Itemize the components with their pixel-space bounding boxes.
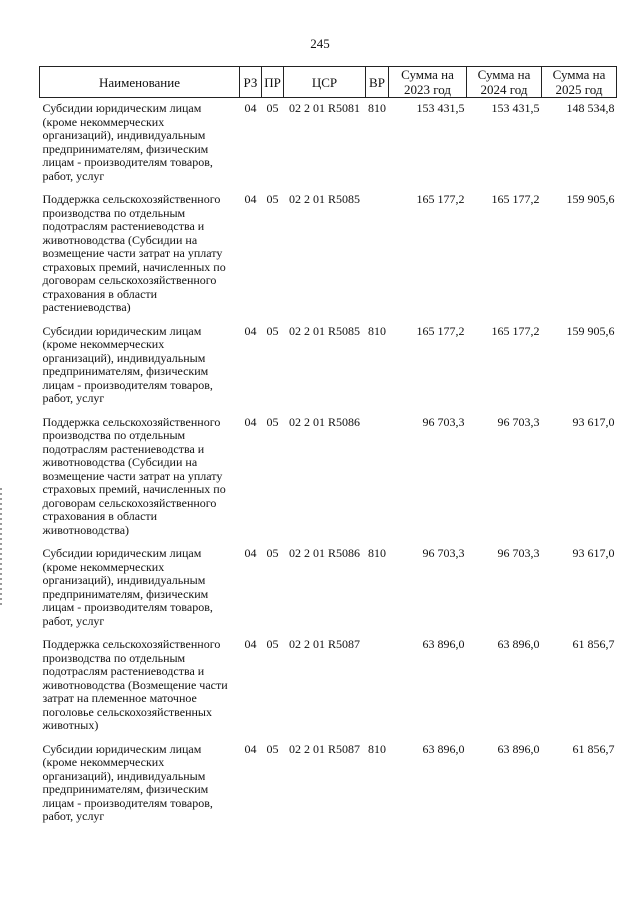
header-vr: ВР: [366, 67, 389, 98]
row-vr: [366, 412, 389, 544]
row-sum-2023: 63 896,0: [422, 637, 465, 651]
row-pr: 05: [266, 546, 279, 560]
header-sum-2024-line1: Сумма на: [477, 67, 531, 82]
row-sum-2024: 63 896,0: [497, 637, 540, 651]
row-pr: 05: [266, 192, 279, 206]
row-rz: 04: [244, 637, 257, 651]
row-name: Поддержка сельскохозяйственного производства по отдельным подотраслям растениеводства и животноводства (Субсидии на возмещение части затрат на уплату страховых премий, начисленных по договорам сельскохозяйственного страхования в области животноводства): [42, 414, 226, 537]
row-vr: 810: [368, 741, 386, 756]
header-rz: РЗ: [240, 67, 262, 98]
row-name: Поддержка сельскохозяйственного производства по отдельным подотраслям растениеводства и животноводства (Субсидии на возмещение части затрат на уплату страховых премий, начисленных по договорам сельскохозяйственного страхования в области растениеводства): [42, 192, 226, 314]
row-rz: 04: [244, 101, 257, 115]
row-name: Субсидии юридическим лицам (кроме некоммерческих организаций), индивидуальным предпринимателям, физическим лицам - производителям товаров, работ, услуг: [42, 101, 213, 183]
header-pr: ПР: [262, 67, 284, 98]
row-pr: 05: [266, 741, 279, 756]
row-sum-2025: 159 905,6: [566, 323, 615, 338]
row-csr: 02 2 01 R5087: [288, 637, 360, 651]
header-name: Наименование: [40, 67, 240, 98]
table-row: [40, 321, 617, 412]
header-sum-2023-line2: 2023 год: [404, 82, 451, 97]
scan-edge-mark: [0, 488, 2, 608]
row-name: Субсидии юридическим лицам (кроме некоммерческих организаций), индивидуальным предпринимателям, физическим лицам - производителям товаров, работ, услуг: [42, 323, 213, 405]
row-sum-2024: 165 177,2: [491, 192, 540, 206]
table-row: [40, 98, 617, 190]
budget-table-container: [39, 66, 616, 830]
row-vr: 810: [368, 546, 386, 560]
row-csr: 02 2 01 R5085: [288, 323, 360, 338]
row-sum-2025: 148 534,8: [566, 101, 615, 115]
row-rz: 04: [244, 741, 257, 756]
page-number: 245: [310, 36, 330, 51]
row-sum-2024: 96 703,3: [497, 414, 540, 429]
row-sum-2023: 63 896,0: [422, 741, 465, 756]
table-row: [40, 189, 617, 321]
table-header-row: [40, 67, 617, 98]
row-sum-2025: 61 856,7: [572, 637, 615, 651]
row-sum-2023: 165 177,2: [416, 323, 465, 338]
row-sum-2023: 165 177,2: [416, 192, 465, 206]
table-row: [40, 739, 617, 830]
row-sum-2025: 93 617,0: [572, 546, 615, 560]
row-sum-2023: 153 431,5: [416, 101, 465, 115]
row-sum-2024: 63 896,0: [497, 741, 540, 756]
row-pr: 05: [266, 101, 279, 115]
row-vr: [366, 634, 389, 739]
header-sum-2025: [542, 67, 617, 98]
row-vr: 810: [368, 323, 386, 338]
table-row: [40, 412, 617, 544]
row-rz: 04: [244, 414, 257, 429]
header-sum-2024-line2: 2024 год: [480, 82, 528, 97]
row-vr: [366, 189, 389, 321]
row-sum-2023: 96 703,3: [422, 414, 465, 429]
row-name: Поддержка сельскохозяйственного производства по отдельным подотраслям растениеводства и животноводства (Возмещение части затрат на племенное маточное поголовье сельскохозяйственных животных): [42, 637, 228, 732]
row-sum-2025: 159 905,6: [566, 192, 615, 206]
header-sum-2025-line2: 2025 год: [555, 82, 603, 97]
row-pr: 05: [266, 323, 279, 338]
header-sum-2025-line1: Сумма на: [552, 67, 606, 82]
row-csr: 02 2 01 R5087: [288, 741, 360, 756]
budget-table: [39, 66, 617, 830]
header-sum-2023: [389, 67, 467, 98]
row-vr: 810: [368, 101, 386, 115]
row-sum-2023: 96 703,3: [422, 546, 465, 560]
row-pr: 05: [266, 637, 279, 651]
header-csr: ЦСР: [284, 67, 366, 98]
header-sum-2023-line1: Сумма на: [401, 67, 454, 82]
row-pr: 05: [266, 414, 279, 429]
row-rz: 04: [244, 323, 257, 338]
row-sum-2025: 93 617,0: [572, 414, 615, 429]
row-rz: 04: [244, 546, 257, 560]
row-csr: 02 2 01 R5081: [288, 101, 360, 115]
row-csr: 02 2 01 R5085: [288, 192, 360, 206]
row-name: Субсидии юридическим лицам (кроме некоммерческих организаций), индивидуальным предпринимателям, физическим лицам - производителям товаров, работ, услуг: [42, 741, 213, 823]
row-sum-2024: 153 431,5: [491, 101, 540, 115]
row-sum-2024: 165 177,2: [491, 323, 540, 338]
row-sum-2025: 61 856,7: [572, 741, 615, 756]
row-rz: 04: [244, 192, 257, 206]
table-row: [40, 543, 617, 634]
row-name: Субсидии юридическим лицам (кроме некоммерческих организаций), индивидуальным предпринимателям, физическим лицам - производителям товаров, работ, услуг: [42, 546, 213, 628]
header-sum-2024: [467, 67, 542, 98]
row-sum-2024: 96 703,3: [497, 546, 540, 560]
row-csr: 02 2 01 R5086: [288, 414, 360, 429]
table-row: [40, 634, 617, 739]
row-csr: 02 2 01 R5086: [288, 546, 360, 560]
